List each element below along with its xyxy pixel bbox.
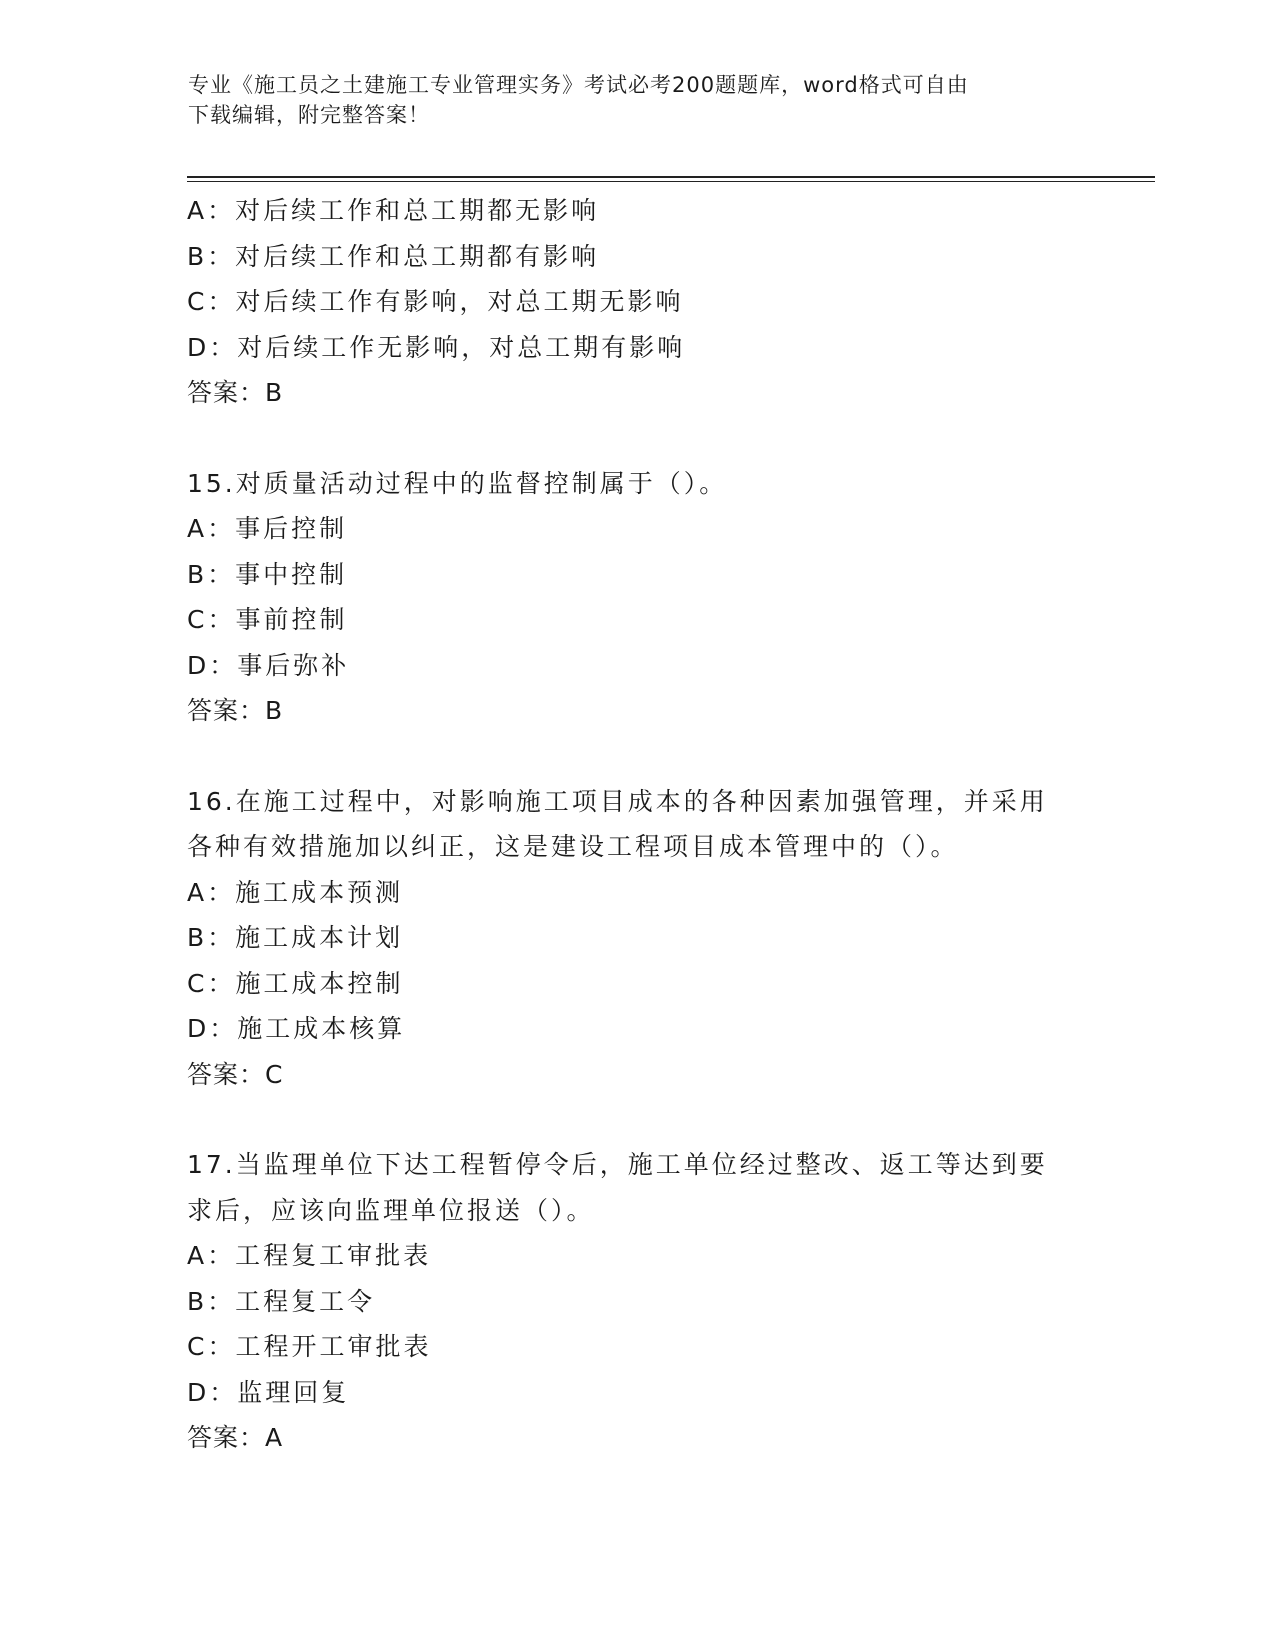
option-d: D：事后弥补: [187, 650, 350, 680]
option-a: A：工程复工审批表: [187, 1241, 432, 1270]
document-header: [188, 70, 1068, 130]
question-text: 15.对质量活动过程中的监督控制属于（）。: [187, 468, 728, 498]
option-d: D：监理回复: [187, 1377, 350, 1407]
question-text-line-1: 17.当监理单位下达工程暂停令后，施工单位经过整改、返工等达到要: [187, 1150, 1048, 1179]
option-b: B：对后续工作和总工期都有影响: [187, 241, 600, 271]
option-b: B：施工成本计划: [187, 923, 404, 952]
question-17: [187, 1142, 1087, 1461]
answer-line: 答案：A: [187, 1423, 284, 1452]
option-a: A：事后控制: [187, 514, 348, 543]
option-c: C：事前控制: [187, 605, 348, 634]
answer-line: 答案：B: [187, 696, 284, 725]
question-text-line-2: 求后，应该向监理单位报送（）。: [187, 1195, 595, 1225]
header-line-2: 下载编辑，附完整答案！: [188, 103, 430, 127]
option-b: B：工程复工令: [187, 1286, 376, 1316]
question-16: [187, 779, 1087, 1098]
question-14: [187, 188, 1087, 416]
option-c: C：对后续工作有影响，对总工期无影响: [187, 287, 684, 316]
header-line-1: 专业《施工员之土建施工专业管理实务》考试必考200题题库，word格式可自由: [188, 73, 969, 97]
option-a: A：施工成本预测: [187, 877, 404, 907]
option-b: B：事中控制: [187, 559, 348, 589]
answer-line: 答案：C: [187, 1059, 284, 1089]
question-15: [187, 461, 1087, 734]
option-c: C：施工成本控制: [187, 968, 404, 998]
option-c: C：工程开工审批表: [187, 1332, 432, 1361]
answer-line: 答案：B: [187, 378, 284, 407]
option-d: D：施工成本核算: [187, 1014, 406, 1043]
header-divider-thick: [187, 176, 1155, 178]
question-text-line-2: 各种有效措施加以纠正，这是建设工程项目成本管理中的（）。: [187, 832, 959, 861]
question-text-line-1: 16.在施工过程中，对影响施工项目成本的各种因素加强管理，并采用: [187, 786, 1048, 816]
option-a: A：对后续工作和总工期都无影响: [187, 196, 600, 225]
option-d: D：对后续工作无影响，对总工期有影响: [187, 332, 686, 362]
header-divider-thin: [187, 181, 1155, 182]
question-list: [187, 188, 1087, 1461]
